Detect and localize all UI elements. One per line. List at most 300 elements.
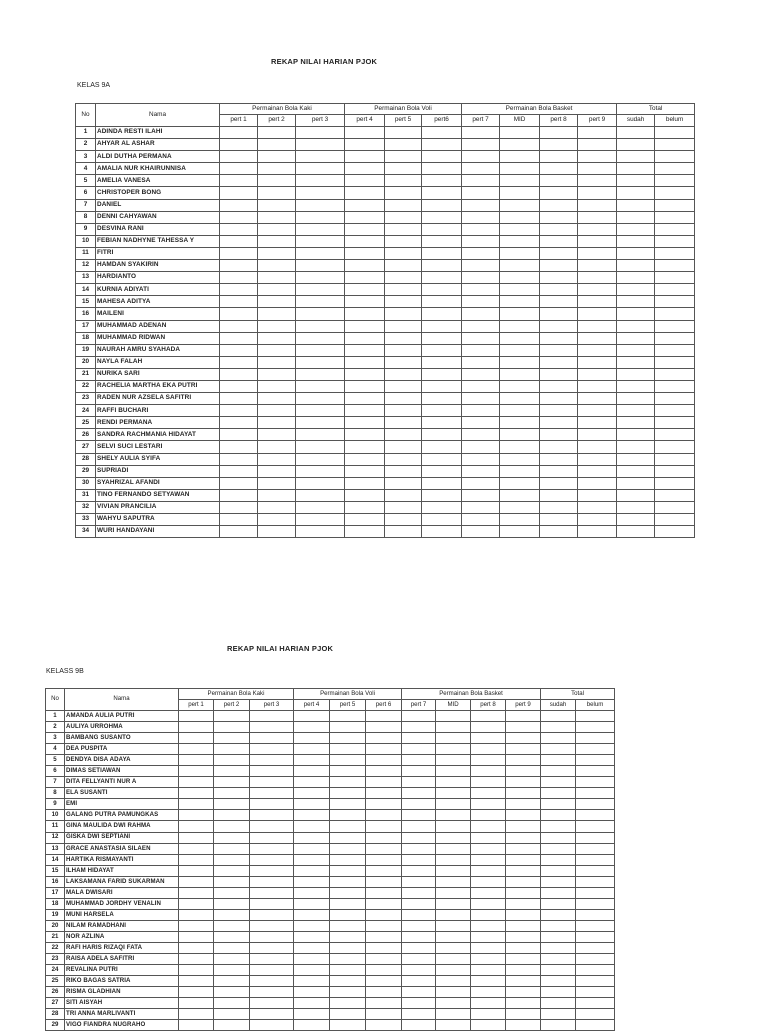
grade-cell[interactable] <box>330 744 366 755</box>
grade-cell[interactable] <box>506 832 541 843</box>
grade-cell[interactable] <box>576 821 615 832</box>
grade-cell[interactable] <box>422 284 462 296</box>
grade-cell[interactable] <box>471 766 506 777</box>
grade-cell[interactable] <box>500 453 540 465</box>
grade-cell[interactable] <box>214 766 250 777</box>
grade-cell[interactable] <box>385 489 422 501</box>
grade-cell[interactable] <box>402 876 436 887</box>
grade-cell[interactable] <box>540 211 578 223</box>
grade-cell[interactable] <box>220 284 258 296</box>
grade-cell[interactable] <box>462 429 500 441</box>
grade-cell[interactable] <box>578 417 617 429</box>
grade-cell[interactable] <box>655 380 695 392</box>
grade-cell[interactable] <box>436 998 471 1009</box>
grade-cell[interactable] <box>220 344 258 356</box>
grade-cell[interactable] <box>500 356 540 368</box>
grade-cell[interactable] <box>345 223 385 235</box>
grade-cell[interactable] <box>402 711 436 722</box>
grade-cell[interactable] <box>471 954 506 965</box>
grade-cell[interactable] <box>366 777 402 788</box>
grade-cell[interactable] <box>366 799 402 810</box>
grade-cell[interactable] <box>500 272 540 284</box>
grade-cell[interactable] <box>578 514 617 526</box>
grade-cell[interactable] <box>578 429 617 441</box>
grade-cell[interactable] <box>345 417 385 429</box>
grade-cell[interactable] <box>500 127 540 139</box>
grade-cell[interactable] <box>296 235 345 247</box>
grade-cell[interactable] <box>617 405 655 417</box>
grade-cell[interactable] <box>214 920 250 931</box>
grade-cell[interactable] <box>422 501 462 513</box>
grade-cell[interactable] <box>330 942 366 953</box>
grade-cell[interactable] <box>655 211 695 223</box>
grade-cell[interactable] <box>617 429 655 441</box>
grade-cell[interactable] <box>500 393 540 405</box>
grade-cell[interactable] <box>578 187 617 199</box>
grade-cell[interactable] <box>500 247 540 259</box>
grade-cell[interactable] <box>258 247 296 259</box>
grade-cell[interactable] <box>330 976 366 987</box>
grade-cell[interactable] <box>576 711 615 722</box>
grade-cell[interactable] <box>296 320 345 332</box>
grade-cell[interactable] <box>250 722 294 733</box>
grade-cell[interactable] <box>330 909 366 920</box>
grade-cell[interactable] <box>578 272 617 284</box>
grade-cell[interactable] <box>294 843 330 854</box>
grade-cell[interactable] <box>385 514 422 526</box>
grade-cell[interactable] <box>258 393 296 405</box>
grade-cell[interactable] <box>385 284 422 296</box>
grade-cell[interactable] <box>500 526 540 538</box>
grade-cell[interactable] <box>540 187 578 199</box>
grade-cell[interactable] <box>436 976 471 987</box>
grade-cell[interactable] <box>258 514 296 526</box>
grade-cell[interactable] <box>258 441 296 453</box>
grade-cell[interactable] <box>617 211 655 223</box>
grade-cell[interactable] <box>345 320 385 332</box>
grade-cell[interactable] <box>540 272 578 284</box>
grade-cell[interactable] <box>541 954 576 965</box>
grade-cell[interactable] <box>576 777 615 788</box>
grade-cell[interactable] <box>258 453 296 465</box>
grade-cell[interactable] <box>436 755 471 766</box>
grade-cell[interactable] <box>471 976 506 987</box>
grade-cell[interactable] <box>540 477 578 489</box>
grade-cell[interactable] <box>462 501 500 513</box>
grade-cell[interactable] <box>258 380 296 392</box>
grade-cell[interactable] <box>576 788 615 799</box>
grade-cell[interactable] <box>500 139 540 151</box>
grade-cell[interactable] <box>506 799 541 810</box>
grade-cell[interactable] <box>258 235 296 247</box>
grade-cell[interactable] <box>220 417 258 429</box>
grade-cell[interactable] <box>617 199 655 211</box>
grade-cell[interactable] <box>506 722 541 733</box>
grade-cell[interactable] <box>506 965 541 976</box>
grade-cell[interactable] <box>540 344 578 356</box>
grade-cell[interactable] <box>385 272 422 284</box>
grade-cell[interactable] <box>179 733 214 744</box>
grade-cell[interactable] <box>402 810 436 821</box>
grade-cell[interactable] <box>540 417 578 429</box>
grade-cell[interactable] <box>296 417 345 429</box>
grade-cell[interactable] <box>345 526 385 538</box>
grade-cell[interactable] <box>220 199 258 211</box>
grade-cell[interactable] <box>366 876 402 887</box>
grade-cell[interactable] <box>294 722 330 733</box>
grade-cell[interactable] <box>471 821 506 832</box>
grade-cell[interactable] <box>345 393 385 405</box>
grade-cell[interactable] <box>471 854 506 865</box>
grade-cell[interactable] <box>578 223 617 235</box>
grade-cell[interactable] <box>655 526 695 538</box>
grade-cell[interactable] <box>422 380 462 392</box>
grade-cell[interactable] <box>220 272 258 284</box>
grade-cell[interactable] <box>578 247 617 259</box>
grade-cell[interactable] <box>471 909 506 920</box>
grade-cell[interactable] <box>258 332 296 344</box>
grade-cell[interactable] <box>330 965 366 976</box>
grade-cell[interactable] <box>617 417 655 429</box>
grade-cell[interactable] <box>179 1020 214 1031</box>
grade-cell[interactable] <box>422 151 462 163</box>
grade-cell[interactable] <box>578 489 617 501</box>
grade-cell[interactable] <box>462 163 500 175</box>
grade-cell[interactable] <box>258 127 296 139</box>
grade-cell[interactable] <box>220 127 258 139</box>
grade-cell[interactable] <box>258 501 296 513</box>
grade-cell[interactable] <box>578 465 617 477</box>
grade-cell[interactable] <box>500 441 540 453</box>
grade-cell[interactable] <box>402 1020 436 1031</box>
grade-cell[interactable] <box>179 876 214 887</box>
grade-cell[interactable] <box>500 211 540 223</box>
grade-cell[interactable] <box>540 332 578 344</box>
grade-cell[interactable] <box>576 799 615 810</box>
grade-cell[interactable] <box>179 843 214 854</box>
grade-cell[interactable] <box>462 405 500 417</box>
grade-cell[interactable] <box>506 777 541 788</box>
grade-cell[interactable] <box>258 405 296 417</box>
grade-cell[interactable] <box>436 711 471 722</box>
grade-cell[interactable] <box>436 821 471 832</box>
grade-cell[interactable] <box>366 854 402 865</box>
grade-cell[interactable] <box>345 260 385 272</box>
grade-cell[interactable] <box>250 755 294 766</box>
grade-cell[interactable] <box>541 965 576 976</box>
grade-cell[interactable] <box>366 865 402 876</box>
grade-cell[interactable] <box>220 223 258 235</box>
grade-cell[interactable] <box>385 441 422 453</box>
grade-cell[interactable] <box>345 235 385 247</box>
grade-cell[interactable] <box>506 810 541 821</box>
grade-cell[interactable] <box>540 247 578 259</box>
grade-cell[interactable] <box>578 296 617 308</box>
grade-cell[interactable] <box>385 139 422 151</box>
grade-cell[interactable] <box>541 931 576 942</box>
grade-cell[interactable] <box>402 744 436 755</box>
grade-cell[interactable] <box>462 441 500 453</box>
grade-cell[interactable] <box>214 898 250 909</box>
grade-cell[interactable] <box>436 744 471 755</box>
grade-cell[interactable] <box>250 711 294 722</box>
grade-cell[interactable] <box>617 393 655 405</box>
grade-cell[interactable] <box>220 405 258 417</box>
grade-cell[interactable] <box>330 954 366 965</box>
grade-cell[interactable] <box>220 368 258 380</box>
grade-cell[interactable] <box>179 965 214 976</box>
grade-cell[interactable] <box>617 187 655 199</box>
grade-cell[interactable] <box>462 199 500 211</box>
grade-cell[interactable] <box>506 821 541 832</box>
grade-cell[interactable] <box>179 920 214 931</box>
grade-cell[interactable] <box>258 223 296 235</box>
grade-cell[interactable] <box>617 453 655 465</box>
grade-cell[interactable] <box>366 744 402 755</box>
grade-cell[interactable] <box>345 211 385 223</box>
grade-cell[interactable] <box>330 810 366 821</box>
grade-cell[interactable] <box>540 235 578 247</box>
grade-cell[interactable] <box>462 489 500 501</box>
grade-cell[interactable] <box>330 887 366 898</box>
grade-cell[interactable] <box>179 810 214 821</box>
grade-cell[interactable] <box>540 163 578 175</box>
grade-cell[interactable] <box>220 247 258 259</box>
grade-cell[interactable] <box>296 356 345 368</box>
grade-cell[interactable] <box>214 799 250 810</box>
grade-cell[interactable] <box>422 272 462 284</box>
grade-cell[interactable] <box>540 356 578 368</box>
grade-cell[interactable] <box>366 755 402 766</box>
grade-cell[interactable] <box>345 296 385 308</box>
grade-cell[interactable] <box>655 368 695 380</box>
grade-cell[interactable] <box>179 766 214 777</box>
grade-cell[interactable] <box>540 223 578 235</box>
grade-cell[interactable] <box>330 843 366 854</box>
grade-cell[interactable] <box>366 909 402 920</box>
grade-cell[interactable] <box>541 733 576 744</box>
grade-cell[interactable] <box>422 368 462 380</box>
grade-cell[interactable] <box>471 799 506 810</box>
grade-cell[interactable] <box>506 998 541 1009</box>
grade-cell[interactable] <box>576 931 615 942</box>
grade-cell[interactable] <box>471 920 506 931</box>
grade-cell[interactable] <box>214 998 250 1009</box>
grade-cell[interactable] <box>541 744 576 755</box>
grade-cell[interactable] <box>385 199 422 211</box>
grade-cell[interactable] <box>506 920 541 931</box>
grade-cell[interactable] <box>250 832 294 843</box>
grade-cell[interactable] <box>294 810 330 821</box>
grade-cell[interactable] <box>214 954 250 965</box>
grade-cell[interactable] <box>422 477 462 489</box>
grade-cell[interactable] <box>422 211 462 223</box>
grade-cell[interactable] <box>402 965 436 976</box>
grade-cell[interactable] <box>402 843 436 854</box>
grade-cell[interactable] <box>500 368 540 380</box>
grade-cell[interactable] <box>296 247 345 259</box>
grade-cell[interactable] <box>578 260 617 272</box>
grade-cell[interactable] <box>385 368 422 380</box>
grade-cell[interactable] <box>294 998 330 1009</box>
grade-cell[interactable] <box>220 356 258 368</box>
grade-cell[interactable] <box>436 931 471 942</box>
grade-cell[interactable] <box>345 453 385 465</box>
grade-cell[interactable] <box>500 429 540 441</box>
grade-cell[interactable] <box>578 139 617 151</box>
grade-cell[interactable] <box>506 976 541 987</box>
grade-cell[interactable] <box>345 187 385 199</box>
grade-cell[interactable] <box>655 344 695 356</box>
grade-cell[interactable] <box>422 175 462 187</box>
grade-cell[interactable] <box>220 332 258 344</box>
grade-cell[interactable] <box>422 235 462 247</box>
grade-cell[interactable] <box>462 526 500 538</box>
grade-cell[interactable] <box>294 865 330 876</box>
grade-cell[interactable] <box>294 766 330 777</box>
grade-cell[interactable] <box>330 876 366 887</box>
grade-cell[interactable] <box>506 887 541 898</box>
grade-cell[interactable] <box>385 380 422 392</box>
grade-cell[interactable] <box>436 887 471 898</box>
grade-cell[interactable] <box>500 380 540 392</box>
grade-cell[interactable] <box>422 187 462 199</box>
grade-cell[interactable] <box>220 296 258 308</box>
grade-cell[interactable] <box>296 380 345 392</box>
grade-cell[interactable] <box>576 865 615 876</box>
grade-cell[interactable] <box>250 909 294 920</box>
grade-cell[interactable] <box>500 187 540 199</box>
grade-cell[interactable] <box>422 429 462 441</box>
grade-cell[interactable] <box>258 163 296 175</box>
grade-cell[interactable] <box>250 987 294 998</box>
grade-cell[interactable] <box>500 284 540 296</box>
grade-cell[interactable] <box>296 308 345 320</box>
grade-cell[interactable] <box>402 998 436 1009</box>
grade-cell[interactable] <box>250 931 294 942</box>
grade-cell[interactable] <box>578 320 617 332</box>
grade-cell[interactable] <box>617 247 655 259</box>
grade-cell[interactable] <box>214 865 250 876</box>
grade-cell[interactable] <box>385 308 422 320</box>
grade-cell[interactable] <box>617 308 655 320</box>
grade-cell[interactable] <box>220 211 258 223</box>
grade-cell[interactable] <box>366 954 402 965</box>
grade-cell[interactable] <box>617 235 655 247</box>
grade-cell[interactable] <box>540 393 578 405</box>
grade-cell[interactable] <box>250 799 294 810</box>
grade-cell[interactable] <box>385 223 422 235</box>
grade-cell[interactable] <box>576 987 615 998</box>
grade-cell[interactable] <box>462 514 500 526</box>
grade-cell[interactable] <box>576 998 615 1009</box>
grade-cell[interactable] <box>258 320 296 332</box>
grade-cell[interactable] <box>330 711 366 722</box>
grade-cell[interactable] <box>179 898 214 909</box>
grade-cell[interactable] <box>214 1020 250 1031</box>
grade-cell[interactable] <box>366 722 402 733</box>
grade-cell[interactable] <box>576 965 615 976</box>
grade-cell[interactable] <box>500 344 540 356</box>
grade-cell[interactable] <box>576 854 615 865</box>
grade-cell[interactable] <box>330 998 366 1009</box>
grade-cell[interactable] <box>385 344 422 356</box>
grade-cell[interactable] <box>655 199 695 211</box>
grade-cell[interactable] <box>330 722 366 733</box>
grade-cell[interactable] <box>296 453 345 465</box>
grade-cell[interactable] <box>576 920 615 931</box>
grade-cell[interactable] <box>462 393 500 405</box>
grade-cell[interactable] <box>578 501 617 513</box>
grade-cell[interactable] <box>220 151 258 163</box>
grade-cell[interactable] <box>541 711 576 722</box>
grade-cell[interactable] <box>345 501 385 513</box>
grade-cell[interactable] <box>385 405 422 417</box>
grade-cell[interactable] <box>541 832 576 843</box>
grade-cell[interactable] <box>402 909 436 920</box>
grade-cell[interactable] <box>214 965 250 976</box>
grade-cell[interactable] <box>540 526 578 538</box>
grade-cell[interactable] <box>294 898 330 909</box>
grade-cell[interactable] <box>214 755 250 766</box>
grade-cell[interactable] <box>214 843 250 854</box>
grade-cell[interactable] <box>402 920 436 931</box>
grade-cell[interactable] <box>294 711 330 722</box>
grade-cell[interactable] <box>471 865 506 876</box>
grade-cell[interactable] <box>655 441 695 453</box>
grade-cell[interactable] <box>471 755 506 766</box>
grade-cell[interactable] <box>422 356 462 368</box>
grade-cell[interactable] <box>258 151 296 163</box>
grade-cell[interactable] <box>366 1009 402 1020</box>
grade-cell[interactable] <box>541 766 576 777</box>
grade-cell[interactable] <box>436 733 471 744</box>
grade-cell[interactable] <box>422 405 462 417</box>
grade-cell[interactable] <box>294 821 330 832</box>
grade-cell[interactable] <box>250 887 294 898</box>
grade-cell[interactable] <box>655 453 695 465</box>
grade-cell[interactable] <box>366 1020 402 1031</box>
grade-cell[interactable] <box>250 843 294 854</box>
grade-cell[interactable] <box>402 854 436 865</box>
grade-cell[interactable] <box>214 810 250 821</box>
grade-cell[interactable] <box>576 755 615 766</box>
grade-cell[interactable] <box>250 876 294 887</box>
grade-cell[interactable] <box>540 284 578 296</box>
grade-cell[interactable] <box>402 865 436 876</box>
grade-cell[interactable] <box>214 854 250 865</box>
grade-cell[interactable] <box>250 777 294 788</box>
grade-cell[interactable] <box>500 405 540 417</box>
grade-cell[interactable] <box>345 489 385 501</box>
grade-cell[interactable] <box>402 821 436 832</box>
grade-cell[interactable] <box>296 260 345 272</box>
grade-cell[interactable] <box>258 187 296 199</box>
grade-cell[interactable] <box>422 441 462 453</box>
grade-cell[interactable] <box>540 127 578 139</box>
grade-cell[interactable] <box>578 441 617 453</box>
grade-cell[interactable] <box>436 1009 471 1020</box>
grade-cell[interactable] <box>179 909 214 920</box>
grade-cell[interactable] <box>471 887 506 898</box>
grade-cell[interactable] <box>330 1009 366 1020</box>
grade-cell[interactable] <box>540 501 578 513</box>
grade-cell[interactable] <box>462 356 500 368</box>
grade-cell[interactable] <box>179 887 214 898</box>
grade-cell[interactable] <box>506 744 541 755</box>
grade-cell[interactable] <box>366 976 402 987</box>
grade-cell[interactable] <box>258 465 296 477</box>
